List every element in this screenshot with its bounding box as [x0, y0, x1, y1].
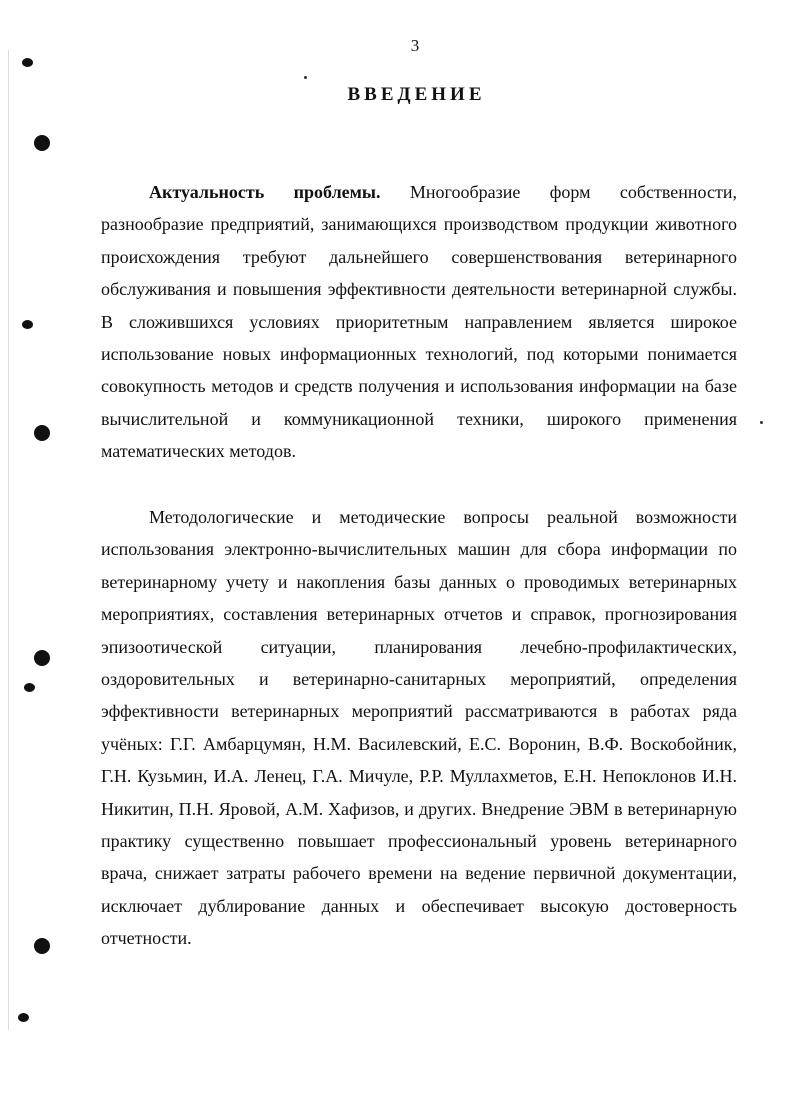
hole-punch-mark — [34, 135, 50, 151]
scan-margin-line — [8, 50, 9, 1030]
paragraph-body: Многообразие форм собственности, разнообразие предприятий, занимающихся производством продукции животного происхождения требуют дальнейшего совершенствования ветеринарного обслуживания и повышения эффективности деятельности ветеринарной службы. В сложившихся условиях приоритетным направлением является широкое использование новых информационных технологий, под которыми понимается совокупность методов и средств получения и использования информации на базе вычислительной и коммуникационной техники, широкого применения математических методов. — [101, 182, 737, 462]
hole-punch-mark — [18, 1013, 29, 1022]
hole-punch-mark — [24, 683, 35, 692]
paragraph-body: Методологические и методические вопросы реальной возможности использования электронно-вычислительных машин для сбора информации по ветеринарному учету и накопления базы данных о проводимых ветеринарных мероприятиях, составления ветеринарных отчетов и справок, прогнозирования эпизоотической ситуации, планирования лечебно-профилактических, оздоровительных и ветеринарно-санитарных мероприятий, определения эффективности ветеринарных мероприятий рассматриваются в работах ряда учёных: Г.Г. Амбарцумян, Н.М. Василевский, Е.С. Воронин, В.Ф. Воскобойник, Г.Н. Кузьмин, И.А. Ленец, Г.А. Мичуле, Р.Р. Муллахметов, Е.Н. Непоклонов И.Н. Никитин, П.Н. Яровой, А.М. Хафизов, и других. Внедрение ЭВМ в ветеринарную практику существенно повышает профессиональный уровень ветеринарного врача, снижает затраты рабочего времени на ведение первичной документации, исключает дублирование данных и обеспечивает высокую достоверность отчетности. — [101, 507, 737, 949]
scan-speck — [304, 76, 307, 79]
page-number: 3 — [410, 36, 420, 55]
paragraph-methodology — [101, 501, 737, 955]
paragraph-relevance — [101, 176, 737, 468]
hole-punch-mark — [34, 425, 50, 441]
section-heading: ВВЕДЕНИЕ — [347, 84, 486, 105]
scan-speck — [760, 421, 763, 424]
hole-punch-mark — [22, 320, 33, 329]
hole-punch-mark — [34, 938, 50, 954]
hole-punch-mark — [22, 58, 33, 67]
hole-punch-mark — [34, 650, 50, 666]
paragraph-lead: Актуальность проблемы. — [149, 182, 381, 202]
